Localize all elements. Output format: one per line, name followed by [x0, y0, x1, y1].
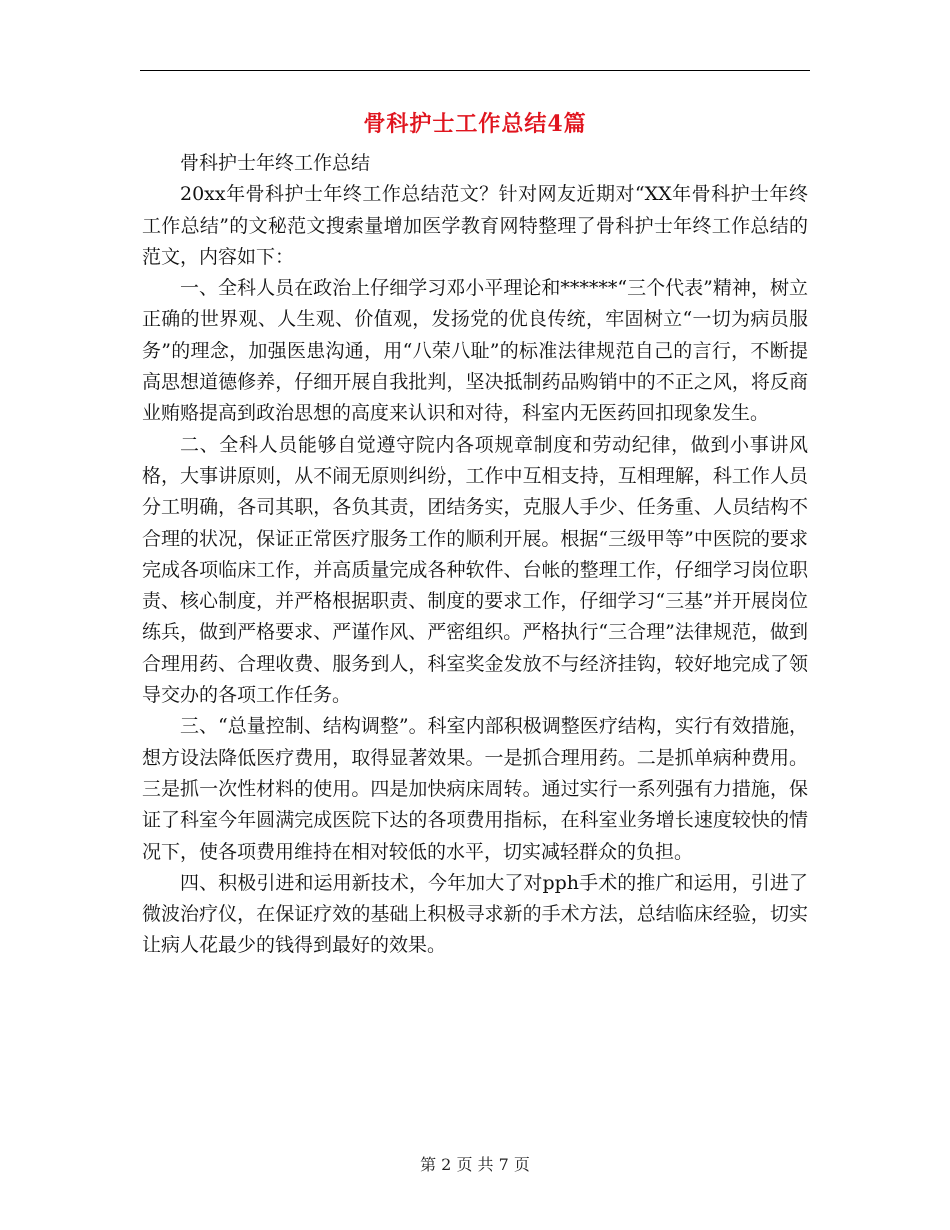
section-heading: 骨科护士年终工作总结: [180, 152, 371, 174]
paragraph-discipline: 二、全科人员能够自觉遵守院内各项规章制度和劳动纪律，做到小事讲风格，大事讲原则，从不闹无原则纠纷，工作中互相支持，互相理解，科工作人员分工明确，各司其职，各负其责，团结务实，克服人手少、任务重、人员结构不合理的状况，保证正常医疗服务工作的顺利开展。根据“三级甲等”中医院的要求完成各项临床工作，并高质量完成各种软件、台帐的整理工作，仔细学习岗位职责、核心制度，并严格根据职责、制度的要求工作，仔细学习“三基”并开展岗位练兵，做到严格要求、严谨作风、严密组织。严格执行“三合理”法律规范，做到合理用药、合理收费、服务到人，科室奖金发放不与经济挂钩，较好地完成了领导交办的各项工作任务。: [142, 433, 808, 707]
page-number: 第 2 页 共 7 页: [420, 1155, 530, 1174]
intro-paragraph: 20xx年骨科护士年终工作总结范文？针对网友近期对“XX年骨科护士年终工作总结”的文秘范文搜索量增加医学教育网特整理了骨科护士年终工作总结的范文，内容如下：: [142, 183, 808, 268]
paragraph-new-technology: 四、积极引进和运用新技术，今年加大了对pph手术的推广和运用，引进了微波治疗仪，在保证疗效的基础上积极寻求新的手术方法，总结临床经验，切实让病人花最少的钱得到最好的效果。: [142, 871, 808, 957]
document-title: 骨科护士工作总结4篇: [363, 111, 587, 137]
paragraph-politics: 一、全科人员在政治上仔细学习邓小平理论和******“三个代表”精神，树立正确的世界观、人生观、价值观，发扬党的优良传统，牢固树立“一切为病员服务”的理念，加强医患沟通，用“八荣八耻”的标准法律规范自己的言行，不断提高思想道德修养，仔细开展自我批判，坚决抵制药品购销中的不正之风，将反商业贿赂提高到政治思想的高度来认识和对待，科室内无医药回扣现象发生。: [142, 277, 808, 425]
paragraph-cost-control: 三、“总量控制、结构调整”。科室内部积极调整医疗结构，实行有效措施，想方设法降低医疗费用，取得显著效果。一是抓合理用药。二是抓单病种费用。三是抓一次性材料的使用。四是加快病床周转。通过实行一系列强有力措施，保证了科室今年圆满完成医院下达的各项费用指标，在科室业务增长速度较快的情况下，使各项费用维持在相对较低的水平，切实减轻群众的负担。: [142, 715, 808, 863]
header-rule: [140, 70, 810, 71]
document-body: [142, 148, 808, 962]
